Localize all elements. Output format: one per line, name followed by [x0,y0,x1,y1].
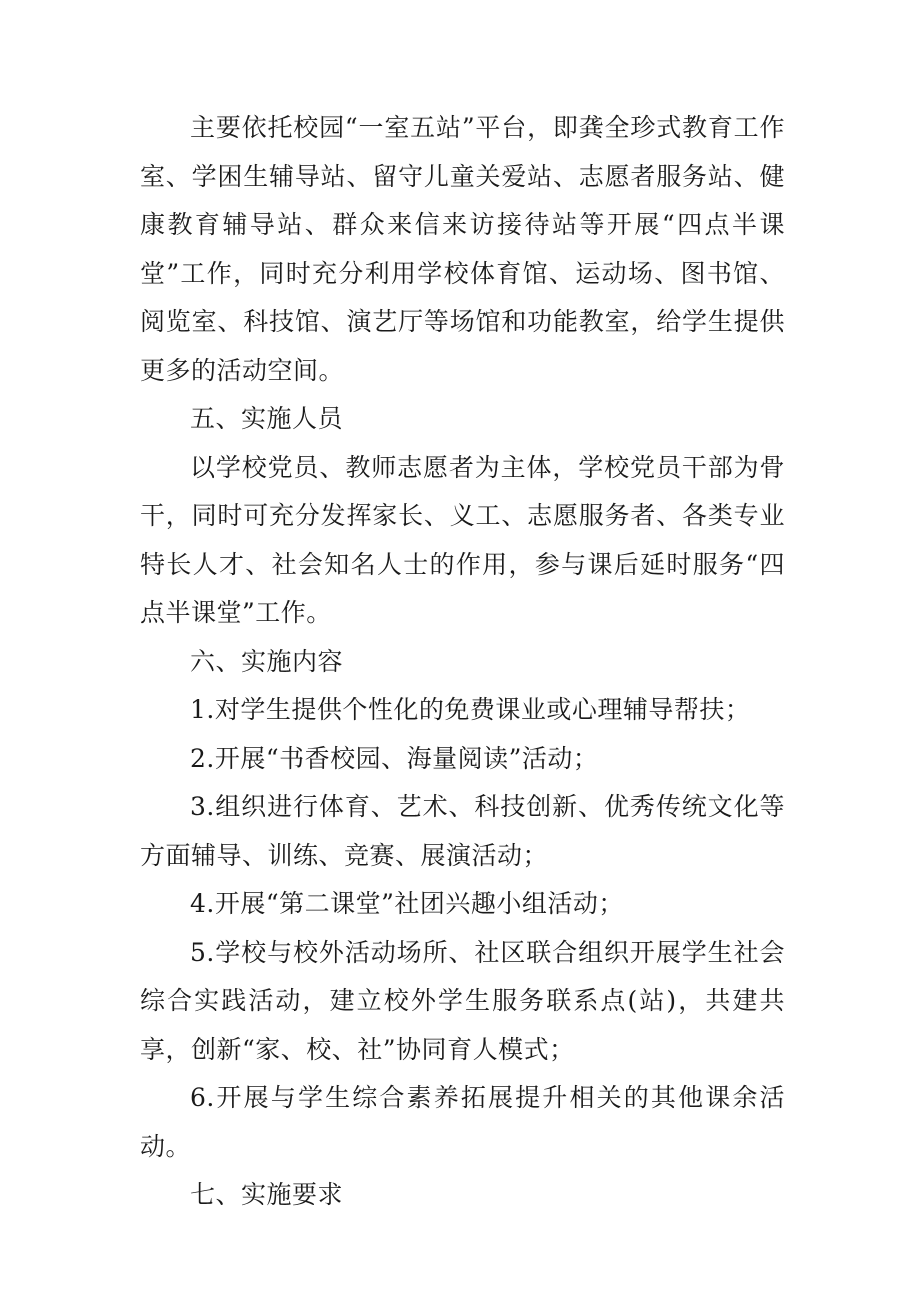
list-item-2: 2.开展“书香校园、海量阅读”活动； [190,743,599,773]
list-item-5: 5.学校与校外活动场所、社区联合组织开展学生社会综合实践活动，建立校外学生服务联系点(站)，共建共享，创新“家、校、社”协同育人模式； [140,937,785,1064]
section-heading-personnel: 五、实施人员 [190,404,344,433]
paragraph-personnel: 以学校党员、教师志愿者为主体，学校党员干部为骨干，同时可充分发挥家长、义工、志愿服务者、各类专业特长人才、社会知名人士的作用，参与课后延时服务“四点半课堂”工作。 [140,452,785,627]
list-item-1: 1.对学生提供个性化的免费课业或心理辅导帮扶； [190,695,751,724]
list-item-3: 3.组织进行体育、艺术、科技创新、优秀传统文化等方面辅导、训练、竞赛、展演活动； [140,792,785,870]
document-body [140,104,785,1220]
section-heading-requirements: 七、实施要求 [190,1180,344,1209]
paragraph-venues: 主要依托校园“一室五站”平台，即龚全珍式教育工作室、学困生辅导站、留守儿童关爱站、志愿者服务站、健康教育辅导站、群众来信来访接待站等开展“四点半课堂”工作，同时充分利用学校体育馆、运动场、图书馆、阅览室、科技馆、演艺厅等场馆和功能教室，给学生提供更多的活动空间。 [140,113,785,385]
list-item-4: 4.开展“第二课堂”社团兴趣小组活动； [190,889,624,918]
section-heading-content: 六、实施内容 [190,646,344,676]
list-item-6: 6.开展与学生综合素养拓展提升相关的其他课余活动。 [140,1083,785,1161]
